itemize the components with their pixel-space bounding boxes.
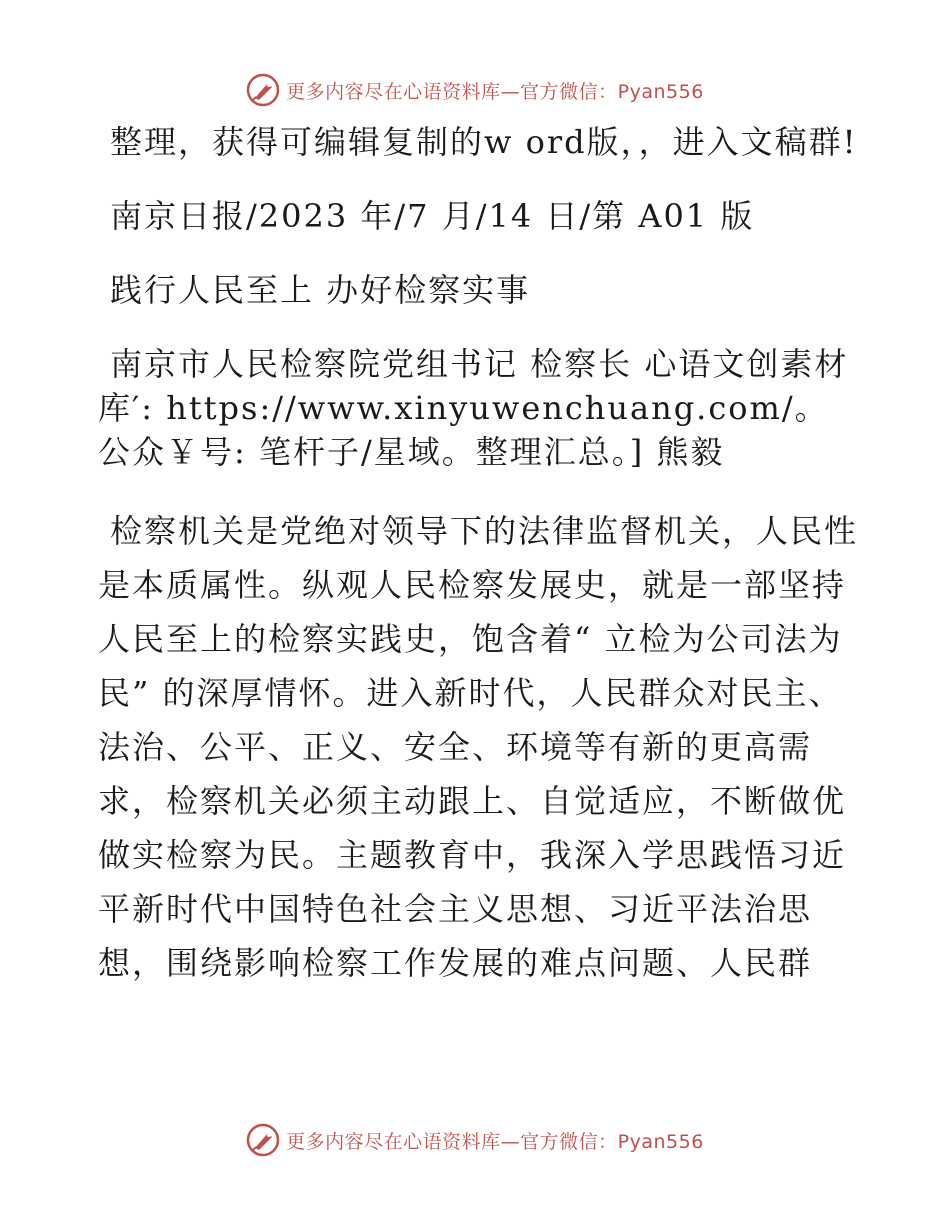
pen-nib-logo-icon bbox=[246, 73, 280, 107]
footer-banner bbox=[0, 1118, 950, 1162]
banner-title: 更多内容尽在心语资料库 bbox=[286, 1130, 501, 1153]
banner-wechat: 官方微信：Pyan556 bbox=[520, 80, 704, 103]
article-title: 践行人民至上 办好检察实事 bbox=[110, 271, 531, 309]
intro-paragraph: 整理，获得可编辑复制的w ord版，，进入文稿群! bbox=[110, 123, 858, 161]
banner-text bbox=[286, 77, 704, 104]
banner-wechat: 官方微信：Pyan556 bbox=[520, 1130, 704, 1153]
pen-nib-logo-icon bbox=[246, 1123, 280, 1157]
banner-text bbox=[286, 1127, 704, 1154]
document-body bbox=[98, 120, 858, 1020]
banner-separator: — bbox=[500, 1130, 521, 1153]
banner-title: 更多内容尽在心语资料库 bbox=[286, 80, 501, 103]
source-line: 南京日报/2023 年/7 月/14 日/第 A01 版 bbox=[110, 197, 755, 235]
banner-separator: — bbox=[500, 80, 521, 103]
author-line: 南京市人民检察院党组书记 检察长 心语文创素材库′: https://www.xinyuwenchuang.com/。公众￥号: 笔杆子/星域。整理汇总。] 熊毅 bbox=[98, 345, 849, 471]
body-paragraph: 检察机关是党绝对领导下的法律监督机关，人民性是本质属性。纵观人民检察发展史，就是一部坚持人民至上的检察实践史，饱含着“ 立检为公司法为民” 的深厚情怀。进入新时代，人民群众对民主、法治、公平、正义、安全、环境等有新的更高需求，检察机关必须主动跟上、自觉适应，不断做优做实检察为民。主题教育中，我深入学思践悟习近平新时代中国特色社会主义思想、习近平法治思想，围绕影响检察工作发展的难点问题、人民群 bbox=[98, 512, 859, 982]
header-banner bbox=[0, 68, 950, 112]
